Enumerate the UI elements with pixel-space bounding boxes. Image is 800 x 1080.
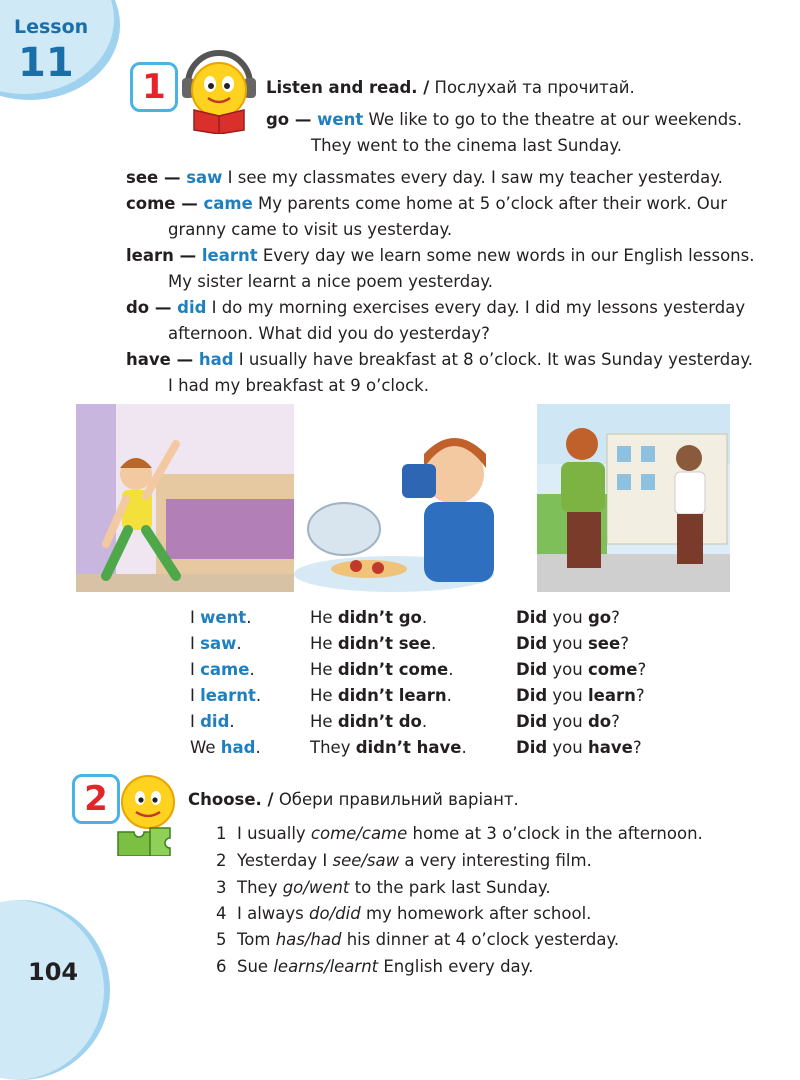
affirmative-row [190,738,261,757]
instruction-en: Choose. / [188,790,274,809]
exercise-item [216,904,591,923]
illustration-boy-exercising [76,404,296,592]
subject: I [190,634,201,653]
subject: you [547,608,588,627]
illustration-boy-breakfast [294,404,514,592]
item-text: his dinner at 4 o’clock yesterday. [341,930,620,949]
dash: — [149,298,178,317]
subject: I [190,660,201,679]
item-number: 6 [216,957,227,976]
base-verb: have [587,738,633,757]
past-verb: came [203,194,253,213]
exercise-item [216,878,551,897]
task-1-instruction [266,78,635,97]
aux: Did [516,608,548,627]
item-number: 1 [216,824,227,843]
negative-row [310,634,436,653]
subject: They [310,738,356,757]
subject: He [310,686,338,705]
dash: — [289,110,318,129]
item-text: They [237,878,283,897]
exercise-item [216,851,592,870]
exercise-item [216,957,533,976]
punct: . [421,712,428,731]
dash: — [175,194,204,213]
punct: ? [611,712,620,731]
smiley-puzzle-icon [110,770,186,856]
lesson-label: Lesson [14,16,89,38]
verb-entry-have-cont: I had my breakfast at 9 o’clock. [168,376,429,395]
subject: He [310,634,338,653]
verb-entry-learn-cont: My sister learnt a nice poem yesterday. [168,272,493,291]
punct: . [255,686,262,705]
instruction-ua: Послухай та прочитай. [429,78,635,97]
punct: . [246,608,252,627]
punct: ? [635,686,645,705]
negative-row [310,686,452,705]
base-verb: go [266,110,290,129]
aux: Did [516,738,548,757]
negative-verb: didn’t do [337,712,422,731]
subject: you [547,712,588,731]
aux: Did [516,686,548,705]
past-verb: did [177,298,207,317]
verb-entry-do-cont: afternoon. What did you do yesterday? [168,324,490,343]
task-2-number: 2 [72,774,120,824]
dash: — [170,350,199,369]
past-verb: learnt [200,686,256,705]
punct: . [446,686,452,705]
item-text: Sue [237,957,274,976]
item-text: home at 3 o’clock in the afternoon. [407,824,703,843]
item-choice: go/went [282,878,350,897]
instruction-ua: Обери правильний варіант. [273,790,519,809]
page-number-badge [0,900,110,1080]
item-text: a very interesting film. [399,851,592,870]
item-choice: do/did [309,904,361,923]
negative-verb: didn’t come [337,660,449,679]
base-verb: learn [587,686,636,705]
base-verb: see [587,634,621,653]
affirmative-row [190,686,261,705]
question-row [516,608,620,627]
item-text: my homework after school. [360,904,592,923]
lesson-number: 11 [18,40,74,86]
affirmative-row [190,660,255,679]
past-verb: had [198,350,234,369]
exercise-item [216,824,703,843]
affirmative-row [190,608,251,627]
aux: Did [516,660,548,679]
aux: Did [516,634,548,653]
past-verb: came [200,660,250,679]
example-text: I see my classmates every day. I saw my teacher yesterday. [222,168,723,187]
verb-entry-go-cont: They went to the cinema last Sunday. [311,136,622,155]
verb-entry-have [126,350,753,369]
affirmative-row [190,712,235,731]
example-text: My parents come home at 5 o’clock after their work. Our [252,194,728,213]
page-number: 104 [28,958,79,986]
illustration-boys-street [537,404,730,592]
item-text: I usually [237,824,311,843]
punct: . [236,634,242,653]
base-verb: learn [126,246,174,265]
item-text: English every day. [378,957,534,976]
subject: you [547,660,588,679]
verb-entry-learn [126,246,754,265]
subject: We [190,738,221,757]
base-verb: have [126,350,171,369]
question-row [516,660,646,679]
instruction-en: Listen and read. / [266,78,430,97]
past-verb: had [220,738,256,757]
item-text: Yesterday I [237,851,333,870]
subject: you [547,686,588,705]
punct: . [430,634,437,653]
punct: . [421,608,428,627]
punct: ? [611,608,620,627]
verb-entry-come-cont: granny came to visit us yesterday. [168,220,453,239]
task-1-number: 1 [130,62,178,112]
item-number: 5 [216,930,227,949]
affirmative-row [190,634,242,653]
punct: . [229,712,235,731]
task-2-instruction [188,790,519,809]
punct: . [255,738,261,757]
negative-verb: didn’t see [337,634,431,653]
base-verb: do [587,712,612,731]
past-verb: saw [200,634,237,653]
past-verb: learnt [201,246,258,265]
exercise-item [216,930,619,949]
item-text: to the park last Sunday. [349,878,551,897]
past-verb: saw [186,168,223,187]
verb-entry-come [126,194,727,213]
item-choice: come/came [310,824,408,843]
negative-row [310,712,427,731]
punct: ? [637,660,647,679]
negative-verb: didn’t have [355,738,462,757]
subject: I [190,608,201,627]
subject: I [190,712,201,731]
example-text: We like to go to the theatre at our weekends. [363,110,743,129]
past-verb: went [317,110,364,129]
item-number: 2 [216,851,227,870]
item-choice: has/had [275,930,342,949]
subject: you [547,738,588,757]
question-row [516,712,620,731]
question-row [516,634,629,653]
base-verb: go [587,608,612,627]
dash: — [173,246,202,265]
example-text: Every day we learn some new words in our English lessons. [257,246,755,265]
item-choice: learns/learnt [273,957,379,976]
past-verb: went [200,608,247,627]
negative-row [310,608,427,627]
subject: I [190,686,201,705]
punct: ? [620,634,629,653]
negative-verb: didn’t go [337,608,422,627]
item-text: I always [237,904,310,923]
example-text: I do my morning exercises every day. I did my lessons yesterday [206,298,746,317]
negative-row [310,738,467,757]
verb-entry-see [126,168,723,187]
item-number: 4 [216,904,227,923]
base-verb: come [587,660,638,679]
question-row [516,686,645,705]
subject: He [310,608,338,627]
subject: you [547,634,588,653]
subject: He [310,712,338,731]
item-choice: see/saw [332,851,400,870]
negative-verb: didn’t learn [337,686,447,705]
verb-entry-go [266,110,742,129]
smiley-headphones-book-icon [176,44,262,134]
subject: He [310,660,338,679]
punct: ? [632,738,642,757]
base-verb: come [126,194,176,213]
aux: Did [516,712,548,731]
punct: . [461,738,467,757]
base-verb: see [126,168,159,187]
dash: — [158,168,187,187]
negative-row [310,660,454,679]
base-verb: do [126,298,150,317]
example-text: I usually have breakfast at 8 o’clock. It was Sunday yesterday. [233,350,754,369]
punct: . [448,660,454,679]
punct: . [249,660,255,679]
question-row [516,738,642,757]
past-verb: did [200,712,230,731]
item-text: Tom [237,930,276,949]
verb-entry-do [126,298,745,317]
item-number: 3 [216,878,227,897]
